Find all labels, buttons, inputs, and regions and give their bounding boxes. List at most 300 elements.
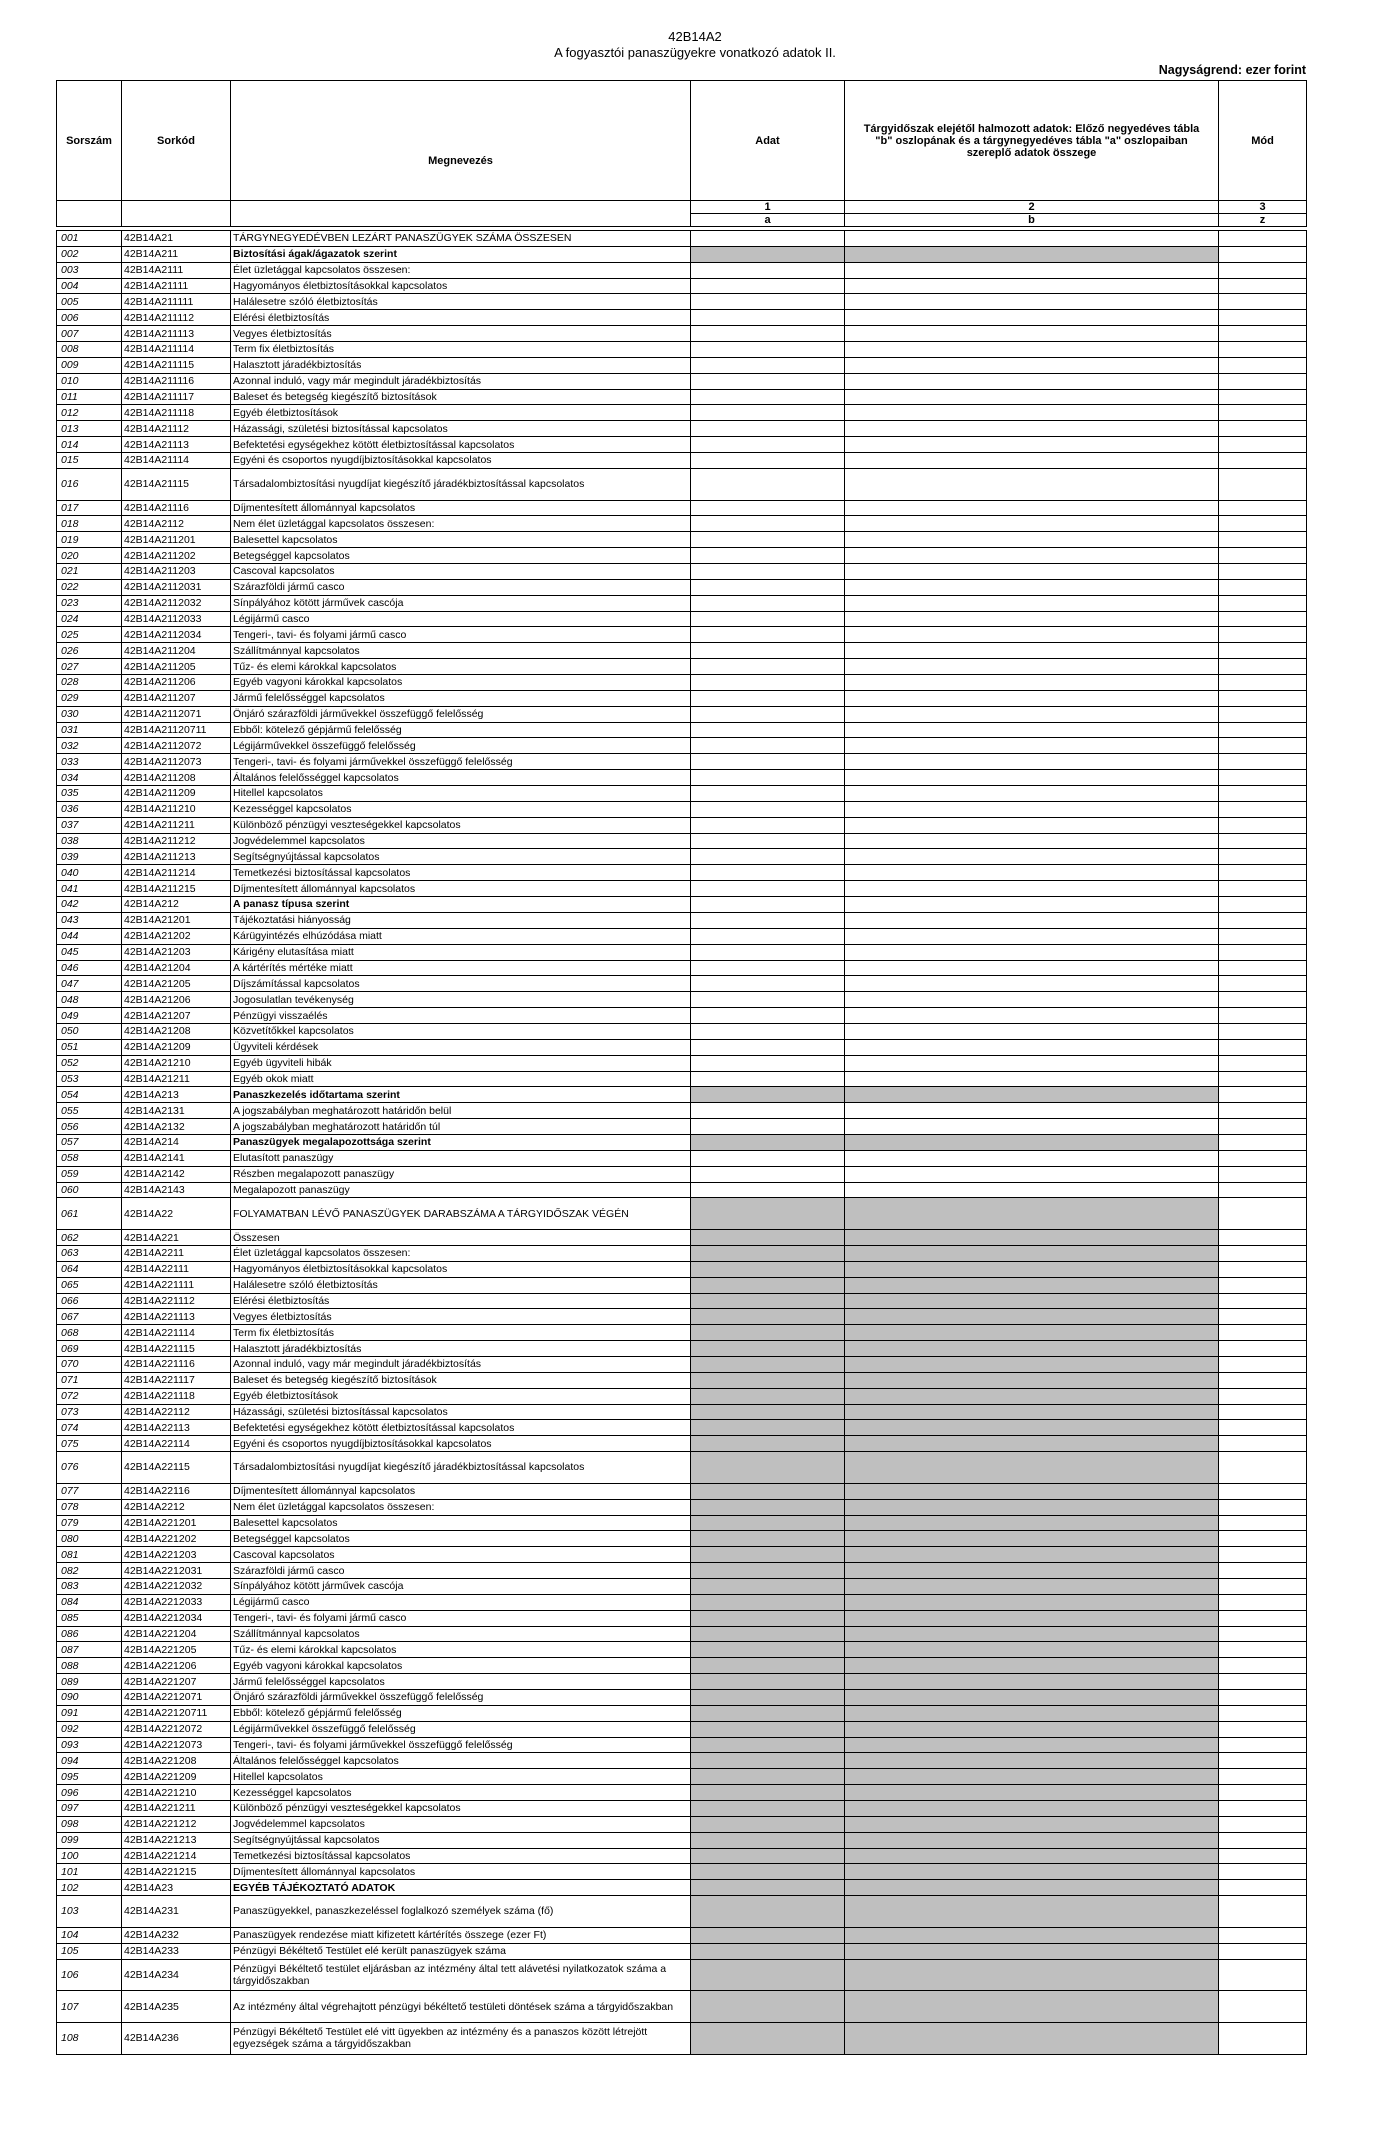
cell-adat[interactable] xyxy=(691,437,845,453)
row-label: A jogszabályban meghatározott határidőn túl xyxy=(231,1119,691,1135)
cell-halmozott xyxy=(845,1230,1219,1246)
cell-mod[interactable] xyxy=(1219,1848,1307,1864)
cell-mod[interactable] xyxy=(1219,1134,1307,1150)
cell-adat[interactable] xyxy=(691,326,845,342)
cell-adat[interactable] xyxy=(691,754,845,770)
table-row xyxy=(57,405,1307,421)
cell-halmozott xyxy=(845,1991,1219,2023)
row-label: Tengeri-, tavi- és folyami járművekkel összefüggő felelősség xyxy=(231,1737,691,1753)
row-code: 42B14A2112071 xyxy=(122,706,231,722)
table-row xyxy=(57,722,1307,738)
cell-adat[interactable] xyxy=(691,770,845,786)
cell-adat[interactable] xyxy=(691,611,845,627)
cell-mod[interactable] xyxy=(1219,1832,1307,1848)
cell-halmozott[interactable] xyxy=(845,1103,1219,1119)
cell-mod[interactable] xyxy=(1219,1023,1307,1039)
cell-adat xyxy=(691,1293,845,1309)
row-label: Temetkezési biztosítással kapcsolatos xyxy=(231,865,691,881)
cell-mod[interactable] xyxy=(1219,516,1307,532)
cell-adat[interactable] xyxy=(691,564,845,580)
cell-mod[interactable] xyxy=(1219,1594,1307,1610)
cell-adat[interactable] xyxy=(691,1119,845,1135)
cell-mod[interactable] xyxy=(1219,627,1307,643)
cell-halmozott[interactable] xyxy=(845,865,1219,881)
cell-mod[interactable] xyxy=(1219,1230,1307,1246)
cell-mod[interactable] xyxy=(1219,246,1307,262)
table-row xyxy=(57,1674,1307,1690)
cell-mod[interactable] xyxy=(1219,944,1307,960)
cell-halmozott[interactable] xyxy=(845,897,1219,913)
cell-mod[interactable] xyxy=(1219,231,1307,247)
cell-adat[interactable] xyxy=(691,421,845,437)
cell-adat[interactable] xyxy=(691,1055,845,1071)
cell-mod[interactable] xyxy=(1219,1103,1307,1119)
row-code: 42B14A221201 xyxy=(122,1515,231,1531)
cell-mod[interactable] xyxy=(1219,1626,1307,1642)
cell-adat[interactable] xyxy=(691,500,845,516)
row-code: 42B14A2143 xyxy=(122,1182,231,1198)
cell-halmozott[interactable] xyxy=(845,453,1219,469)
row-label: Élet üzletággal kapcsolatos összesen: xyxy=(231,262,691,278)
cell-adat[interactable] xyxy=(691,532,845,548)
cell-halmozott[interactable] xyxy=(845,1008,1219,1024)
table-row xyxy=(57,738,1307,754)
cell-mod[interactable] xyxy=(1219,1436,1307,1452)
cell-mod[interactable] xyxy=(1219,1055,1307,1071)
cell-mod[interactable] xyxy=(1219,326,1307,342)
row-label: EGYÉB TÁJÉKOZTATÓ ADATOK xyxy=(231,1880,691,1896)
cell-adat[interactable] xyxy=(691,453,845,469)
cell-mod[interactable] xyxy=(1219,373,1307,389)
cell-halmozott[interactable] xyxy=(845,437,1219,453)
row-code: 42B14A21206 xyxy=(122,992,231,1008)
row-code: 42B14A221118 xyxy=(122,1388,231,1404)
table-row xyxy=(57,294,1307,310)
cell-mod[interactable] xyxy=(1219,690,1307,706)
cell-mod[interactable] xyxy=(1219,1341,1307,1357)
cell-adat[interactable] xyxy=(691,928,845,944)
cell-halmozott[interactable] xyxy=(845,912,1219,928)
cell-adat[interactable] xyxy=(691,310,845,326)
cell-halmozott[interactable] xyxy=(845,326,1219,342)
cell-halmozott[interactable] xyxy=(845,342,1219,358)
cell-mod[interactable] xyxy=(1219,881,1307,897)
row-code: 42B14A211211 xyxy=(122,817,231,833)
cell-mod[interactable] xyxy=(1219,421,1307,437)
cell-halmozott xyxy=(845,1610,1219,1626)
cell-halmozott[interactable] xyxy=(845,1119,1219,1135)
cell-halmozott[interactable] xyxy=(845,389,1219,405)
cell-mod[interactable] xyxy=(1219,1927,1307,1943)
row-label: Jogvédelemmel kapcsolatos xyxy=(231,1816,691,1832)
cell-adat[interactable] xyxy=(691,659,845,675)
cell-adat[interactable] xyxy=(691,897,845,913)
table-row xyxy=(57,1832,1307,1848)
cell-mod[interactable] xyxy=(1219,532,1307,548)
row-number: 001 xyxy=(57,231,122,247)
cell-halmozott[interactable] xyxy=(845,643,1219,659)
cell-adat[interactable] xyxy=(691,1008,845,1024)
cell-halmozott[interactable] xyxy=(845,976,1219,992)
cell-mod[interactable] xyxy=(1219,405,1307,421)
cell-adat[interactable] xyxy=(691,1039,845,1055)
cell-mod[interactable] xyxy=(1219,1119,1307,1135)
cell-halmozott[interactable] xyxy=(845,833,1219,849)
row-label: Panaszügyekkel, panaszkezeléssel foglalkozó személyek száma (fő) xyxy=(231,1896,691,1928)
row-label: Egyéni és csoportos nyugdíjbiztosításokkal kapcsolatos xyxy=(231,453,691,469)
cell-adat[interactable] xyxy=(691,389,845,405)
cell-mod[interactable] xyxy=(1219,1166,1307,1182)
cell-mod[interactable] xyxy=(1219,1293,1307,1309)
cell-mod[interactable] xyxy=(1219,675,1307,691)
cell-mod[interactable] xyxy=(1219,1087,1307,1103)
cell-mod[interactable] xyxy=(1219,500,1307,516)
cell-adat[interactable] xyxy=(691,357,845,373)
cell-halmozott[interactable] xyxy=(845,1039,1219,1055)
cell-halmozott[interactable] xyxy=(845,357,1219,373)
cell-mod[interactable] xyxy=(1219,1816,1307,1832)
cell-mod[interactable] xyxy=(1219,1689,1307,1705)
cell-halmozott[interactable] xyxy=(845,801,1219,817)
cell-adat xyxy=(691,1642,845,1658)
cell-adat[interactable] xyxy=(691,262,845,278)
cell-halmozott[interactable] xyxy=(845,675,1219,691)
cell-adat[interactable] xyxy=(691,468,845,500)
cell-adat[interactable] xyxy=(691,516,845,532)
cell-adat[interactable] xyxy=(691,595,845,611)
cell-adat[interactable] xyxy=(691,849,845,865)
cell-adat xyxy=(691,1245,845,1261)
row-code: 42B14A233 xyxy=(122,1943,231,1959)
cell-mod[interactable] xyxy=(1219,342,1307,358)
cell-adat[interactable] xyxy=(691,342,845,358)
cell-mod[interactable] xyxy=(1219,1277,1307,1293)
row-number: 048 xyxy=(57,992,122,1008)
row-number: 080 xyxy=(57,1531,122,1547)
cell-mod[interactable] xyxy=(1219,389,1307,405)
row-label: Tűz- és elemi károkkal kapcsolatos xyxy=(231,659,691,675)
table-row xyxy=(57,770,1307,786)
cell-mod[interactable] xyxy=(1219,1769,1307,1785)
cell-adat[interactable] xyxy=(691,579,845,595)
row-number: 101 xyxy=(57,1864,122,1880)
cell-mod[interactable] xyxy=(1219,1610,1307,1626)
cell-halmozott[interactable] xyxy=(845,611,1219,627)
cell-mod[interactable] xyxy=(1219,1959,1307,1991)
cell-adat[interactable] xyxy=(691,1071,845,1087)
cell-halmozott[interactable] xyxy=(845,564,1219,580)
cell-halmozott[interactable] xyxy=(845,421,1219,437)
cell-mod[interactable] xyxy=(1219,706,1307,722)
row-code: 42B14A211 xyxy=(122,246,231,262)
cell-mod[interactable] xyxy=(1219,1388,1307,1404)
cell-halmozott[interactable] xyxy=(845,516,1219,532)
cell-mod[interactable] xyxy=(1219,1261,1307,1277)
cell-adat[interactable] xyxy=(691,833,845,849)
cell-adat[interactable] xyxy=(691,1103,845,1119)
cell-mod[interactable] xyxy=(1219,1039,1307,1055)
cell-adat[interactable] xyxy=(691,786,845,802)
cell-mod[interactable] xyxy=(1219,1896,1307,1928)
cell-adat[interactable] xyxy=(691,231,845,247)
row-label: Segítségnyújtással kapcsolatos xyxy=(231,849,691,865)
cell-adat[interactable] xyxy=(691,976,845,992)
cell-halmozott[interactable] xyxy=(845,405,1219,421)
cell-mod[interactable] xyxy=(1219,468,1307,500)
row-label: Közvetítőkkel kapcsolatos xyxy=(231,1023,691,1039)
cell-mod[interactable] xyxy=(1219,437,1307,453)
cell-mod[interactable] xyxy=(1219,1404,1307,1420)
cell-mod[interactable] xyxy=(1219,643,1307,659)
cell-adat[interactable] xyxy=(691,643,845,659)
cell-mod[interactable] xyxy=(1219,770,1307,786)
cell-mod[interactable] xyxy=(1219,310,1307,326)
cell-halmozott xyxy=(845,1626,1219,1642)
cell-adat xyxy=(691,1436,845,1452)
cell-halmozott[interactable] xyxy=(845,548,1219,564)
row-label: Jármű felelősséggel kapcsolatos xyxy=(231,690,691,706)
cell-adat[interactable] xyxy=(691,278,845,294)
cell-mod[interactable] xyxy=(1219,1880,1307,1896)
table-row xyxy=(57,1816,1307,1832)
cell-halmozott[interactable] xyxy=(845,690,1219,706)
cell-mod[interactable] xyxy=(1219,1499,1307,1515)
cell-halmozott[interactable] xyxy=(845,944,1219,960)
cell-mod[interactable] xyxy=(1219,849,1307,865)
table-row xyxy=(57,1293,1307,1309)
cell-adat[interactable] xyxy=(691,1182,845,1198)
cell-mod[interactable] xyxy=(1219,453,1307,469)
row-number: 002 xyxy=(57,246,122,262)
cell-mod[interactable] xyxy=(1219,1198,1307,1230)
cell-mod[interactable] xyxy=(1219,1531,1307,1547)
cell-halmozott[interactable] xyxy=(845,928,1219,944)
cell-halmozott xyxy=(845,1372,1219,1388)
cell-adat xyxy=(691,1277,845,1293)
row-number: 091 xyxy=(57,1705,122,1721)
cell-adat[interactable] xyxy=(691,627,845,643)
row-number: 065 xyxy=(57,1277,122,1293)
col-header-halmozott: Tárgyidőszak elejétől halmozott adatok: Előző negyedéves tábla "b" oszlopának és a tárgynegyedéves tábla "a" oszlopaiban szereplő adatok összege xyxy=(845,81,1219,201)
cell-mod[interactable] xyxy=(1219,278,1307,294)
cell-halmozott[interactable] xyxy=(845,849,1219,865)
cell-mod[interactable] xyxy=(1219,294,1307,310)
cell-halmozott[interactable] xyxy=(845,1182,1219,1198)
cell-mod[interactable] xyxy=(1219,595,1307,611)
cell-mod[interactable] xyxy=(1219,1182,1307,1198)
cell-halmozott[interactable] xyxy=(845,373,1219,389)
cell-adat[interactable] xyxy=(691,1023,845,1039)
row-code: 42B14A2112032 xyxy=(122,595,231,611)
row-code: 42B14A221214 xyxy=(122,1848,231,1864)
cell-halmozott[interactable] xyxy=(845,468,1219,500)
cell-mod[interactable] xyxy=(1219,1800,1307,1816)
cell-halmozott[interactable] xyxy=(845,1166,1219,1182)
cell-mod[interactable] xyxy=(1219,928,1307,944)
table-row xyxy=(57,1277,1307,1293)
cell-adat[interactable] xyxy=(691,960,845,976)
cell-mod[interactable] xyxy=(1219,659,1307,675)
cell-mod[interactable] xyxy=(1219,865,1307,881)
cell-mod[interactable] xyxy=(1219,1071,1307,1087)
row-code: 42B14A2112 xyxy=(122,516,231,532)
cell-halmozott[interactable] xyxy=(845,294,1219,310)
cell-adat[interactable] xyxy=(691,912,845,928)
cell-halmozott[interactable] xyxy=(845,817,1219,833)
cell-mod[interactable] xyxy=(1219,1008,1307,1024)
cell-mod[interactable] xyxy=(1219,1245,1307,1261)
cell-mod[interactable] xyxy=(1219,1309,1307,1325)
cell-halmozott[interactable] xyxy=(845,722,1219,738)
row-number: 007 xyxy=(57,326,122,342)
cell-halmozott[interactable] xyxy=(845,1023,1219,1039)
cell-mod[interactable] xyxy=(1219,1991,1307,2023)
cell-halmozott[interactable] xyxy=(845,960,1219,976)
row-number: 068 xyxy=(57,1325,122,1341)
cell-adat[interactable] xyxy=(691,944,845,960)
cell-halmozott[interactable] xyxy=(845,659,1219,675)
cell-adat[interactable] xyxy=(691,690,845,706)
cell-mod[interactable] xyxy=(1219,817,1307,833)
cell-halmozott[interactable] xyxy=(845,310,1219,326)
cell-mod[interactable] xyxy=(1219,548,1307,564)
cell-halmozott[interactable] xyxy=(845,770,1219,786)
cell-mod[interactable] xyxy=(1219,786,1307,802)
cell-adat[interactable] xyxy=(691,675,845,691)
cell-adat[interactable] xyxy=(691,881,845,897)
table-row xyxy=(57,1404,1307,1420)
cell-mod[interactable] xyxy=(1219,912,1307,928)
row-number: 025 xyxy=(57,627,122,643)
cell-halmozott[interactable] xyxy=(845,579,1219,595)
cell-halmozott xyxy=(845,1515,1219,1531)
row-number: 041 xyxy=(57,881,122,897)
row-number: 067 xyxy=(57,1309,122,1325)
cell-adat[interactable] xyxy=(691,405,845,421)
cell-halmozott[interactable] xyxy=(845,881,1219,897)
cell-mod[interactable] xyxy=(1219,992,1307,1008)
cell-mod[interactable] xyxy=(1219,1356,1307,1372)
cell-halmozott[interactable] xyxy=(845,706,1219,722)
cell-mod[interactable] xyxy=(1219,2022,1307,2054)
cell-mod[interactable] xyxy=(1219,1721,1307,1737)
cell-adat[interactable] xyxy=(691,548,845,564)
cell-mod[interactable] xyxy=(1219,564,1307,580)
cell-adat[interactable] xyxy=(691,722,845,738)
row-label: Vegyes életbiztosítás xyxy=(231,326,691,342)
row-number: 010 xyxy=(57,373,122,389)
row-number: 100 xyxy=(57,1848,122,1864)
cell-halmozott[interactable] xyxy=(845,738,1219,754)
cell-halmozott[interactable] xyxy=(845,262,1219,278)
cell-adat[interactable] xyxy=(691,801,845,817)
cell-mod[interactable] xyxy=(1219,1420,1307,1436)
cell-mod[interactable] xyxy=(1219,1578,1307,1594)
cell-halmozott[interactable] xyxy=(845,992,1219,1008)
row-code: 42B14A21204 xyxy=(122,960,231,976)
cell-adat[interactable] xyxy=(691,865,845,881)
row-number: 026 xyxy=(57,643,122,659)
cell-mod[interactable] xyxy=(1219,1737,1307,1753)
cell-halmozott[interactable] xyxy=(845,1150,1219,1166)
cell-halmozott[interactable] xyxy=(845,1071,1219,1087)
cell-adat[interactable] xyxy=(691,738,845,754)
cell-halmozott[interactable] xyxy=(845,754,1219,770)
row-label: Hitellel kapcsolatos xyxy=(231,786,691,802)
cell-mod[interactable] xyxy=(1219,833,1307,849)
cell-adat[interactable] xyxy=(691,1166,845,1182)
cell-mod[interactable] xyxy=(1219,1150,1307,1166)
cell-mod[interactable] xyxy=(1219,1452,1307,1484)
cell-mod[interactable] xyxy=(1219,611,1307,627)
cell-mod[interactable] xyxy=(1219,1705,1307,1721)
cell-mod[interactable] xyxy=(1219,1943,1307,1959)
cell-mod[interactable] xyxy=(1219,897,1307,913)
cell-mod[interactable] xyxy=(1219,960,1307,976)
cell-mod[interactable] xyxy=(1219,738,1307,754)
cell-mod[interactable] xyxy=(1219,357,1307,373)
cell-adat[interactable] xyxy=(691,706,845,722)
row-label: Pénzügyi visszaélés xyxy=(231,1008,691,1024)
row-code: 42B14A21111 xyxy=(122,278,231,294)
cell-mod[interactable] xyxy=(1219,1674,1307,1690)
cell-mod[interactable] xyxy=(1219,1642,1307,1658)
cell-mod[interactable] xyxy=(1219,1864,1307,1880)
cell-mod[interactable] xyxy=(1219,1325,1307,1341)
cell-halmozott[interactable] xyxy=(845,1055,1219,1071)
cell-mod[interactable] xyxy=(1219,976,1307,992)
cell-halmozott[interactable] xyxy=(845,500,1219,516)
cell-mod[interactable] xyxy=(1219,262,1307,278)
cell-mod[interactable] xyxy=(1219,1547,1307,1563)
row-number: 107 xyxy=(57,1991,122,2023)
row-label: Pénzügyi Békéltető Testület elé került panaszügyek száma xyxy=(231,1943,691,1959)
cell-halmozott[interactable] xyxy=(845,532,1219,548)
table-row xyxy=(57,1420,1307,1436)
cell-halmozott[interactable] xyxy=(845,627,1219,643)
cell-mod[interactable] xyxy=(1219,1785,1307,1801)
cell-mod[interactable] xyxy=(1219,801,1307,817)
cell-adat[interactable] xyxy=(691,294,845,310)
cell-mod[interactable] xyxy=(1219,1753,1307,1769)
row-number: 034 xyxy=(57,770,122,786)
cell-mod[interactable] xyxy=(1219,722,1307,738)
cell-adat[interactable] xyxy=(691,373,845,389)
cell-halmozott[interactable] xyxy=(845,231,1219,247)
table-row xyxy=(57,1325,1307,1341)
cell-halmozott[interactable] xyxy=(845,595,1219,611)
row-label: Befektetési egységekhez kötött életbiztosítással kapcsolatos xyxy=(231,437,691,453)
row-label: Panaszügyek rendezése miatt kifizetett kártérítés összege (ezer Ft) xyxy=(231,1927,691,1943)
cell-mod[interactable] xyxy=(1219,1483,1307,1499)
row-code: 42B14A21207 xyxy=(122,1008,231,1024)
cell-mod[interactable] xyxy=(1219,579,1307,595)
row-code: 42B14A221115 xyxy=(122,1341,231,1357)
cell-mod[interactable] xyxy=(1219,1563,1307,1579)
cell-adat[interactable] xyxy=(691,1150,845,1166)
cell-halmozott[interactable] xyxy=(845,278,1219,294)
cell-mod[interactable] xyxy=(1219,1515,1307,1531)
cell-mod[interactable] xyxy=(1219,1658,1307,1674)
cell-adat[interactable] xyxy=(691,992,845,1008)
cell-mod[interactable] xyxy=(1219,1372,1307,1388)
row-code: 42B14A2142 xyxy=(122,1166,231,1182)
cell-halmozott[interactable] xyxy=(845,786,1219,802)
cell-mod[interactable] xyxy=(1219,754,1307,770)
cell-adat xyxy=(691,2022,845,2054)
cell-adat[interactable] xyxy=(691,817,845,833)
col-letter-b: b xyxy=(845,214,1219,227)
